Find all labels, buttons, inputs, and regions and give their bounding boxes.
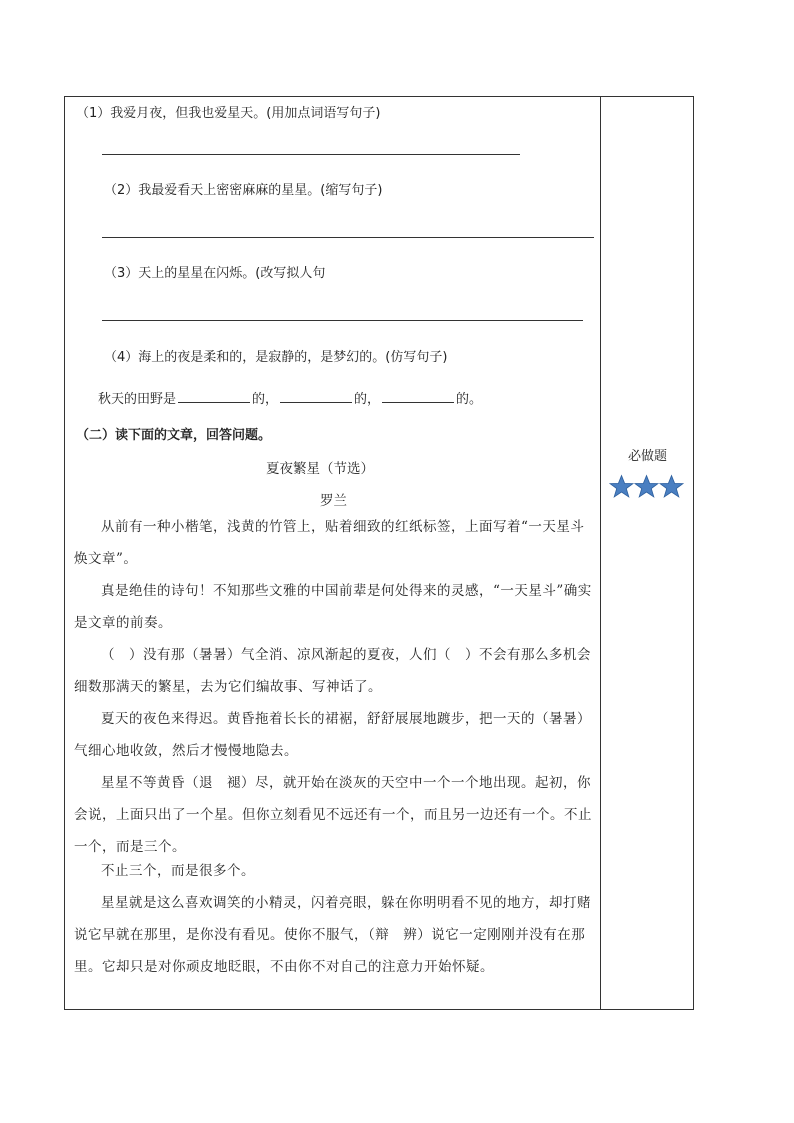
difficulty-label: 必做题 [628,449,668,464]
passage-paragraph-4: 夏天的夜色来得迟。黄昏拖着长长的裙裾，舒舒展展地踱步，把一天的（暑暑）气细心地收敛，然后才慢慢地隐去。 [74,711,591,759]
fill-sep-2: 的， [354,392,381,407]
star-icon [634,474,659,499]
column-divider [600,96,601,1010]
answer-line-3[interactable] [102,320,583,321]
fill-blank-1[interactable] [178,390,250,403]
fill-prefix: 秋天的田野是 [98,392,177,407]
question-1: （1）我爱月夜，但我也爱星天。(用加点词语写句子) [76,106,381,121]
passage-paragraph-3: （ ）没有那（暑暑）气全消、凉风渐起的夏夜，人们（ ）不会有那么多机会细数那满天的繁星，去为它们编故事、写神话了。 [74,647,591,695]
question-2: （2）我最爱看天上密密麻麻的星星。(缩写句子) [104,183,383,198]
fill-blank-3[interactable] [382,390,454,403]
answer-line-1[interactable] [102,154,520,155]
question-4-fill-sentence [98,390,482,408]
difficulty-stars [609,474,684,499]
passage-paragraph-7: 星星就是这么喜欢调笑的小精灵，闪着亮眼，躲在你明明看不见的地方，却打赌说它早就在那里，是你没有看见。使你不服气，（辩 辨）说它一定刚刚并没有在那里。它却只是对你顽皮地眨眼，不由你不对自己的注意力开始怀疑。 [74,895,591,975]
star-icon [609,474,634,499]
section-2-heading: （二）读下面的文章，回答问题。 [76,428,272,443]
passage-paragraph-5: 星星不等黄昏（退 褪）尽，就开始在淡灰的天空中一个一个地出现。起初，你会说，上面只出了一个星。但你立刻看见不远还有一个，而且另一边还有一个。不止一个，而是三个。 [74,775,592,855]
fill-sep-1: 的， [252,392,279,407]
passage-paragraph-1: 从前有一种小楷笔，浅黄的竹管上，贴着细致的红纸标签，上面写着“一天星斗焕文章”。 [74,519,585,567]
question-3: （3）天上的星星在闪烁。(改写拟人句 [104,266,326,281]
passage-title: 夏夜繁星（节选） [266,461,374,477]
star-icon [659,474,684,499]
fill-blank-2[interactable] [280,390,352,403]
question-4: （4）海上的夜是柔和的，是寂静的，是梦幻的。(仿写句子) [104,350,448,365]
passage-author: 罗兰 [320,493,347,509]
answer-line-2[interactable] [102,237,594,238]
fill-end: 的。 [456,392,483,407]
passage-paragraph-2: 真是绝佳的诗句！不知那些文雅的中国前辈是何处得来的灵感，“一天星斗”确实是文章的前奏。 [74,583,592,631]
passage-paragraph-6: 不止三个，而是很多个。 [101,863,255,879]
